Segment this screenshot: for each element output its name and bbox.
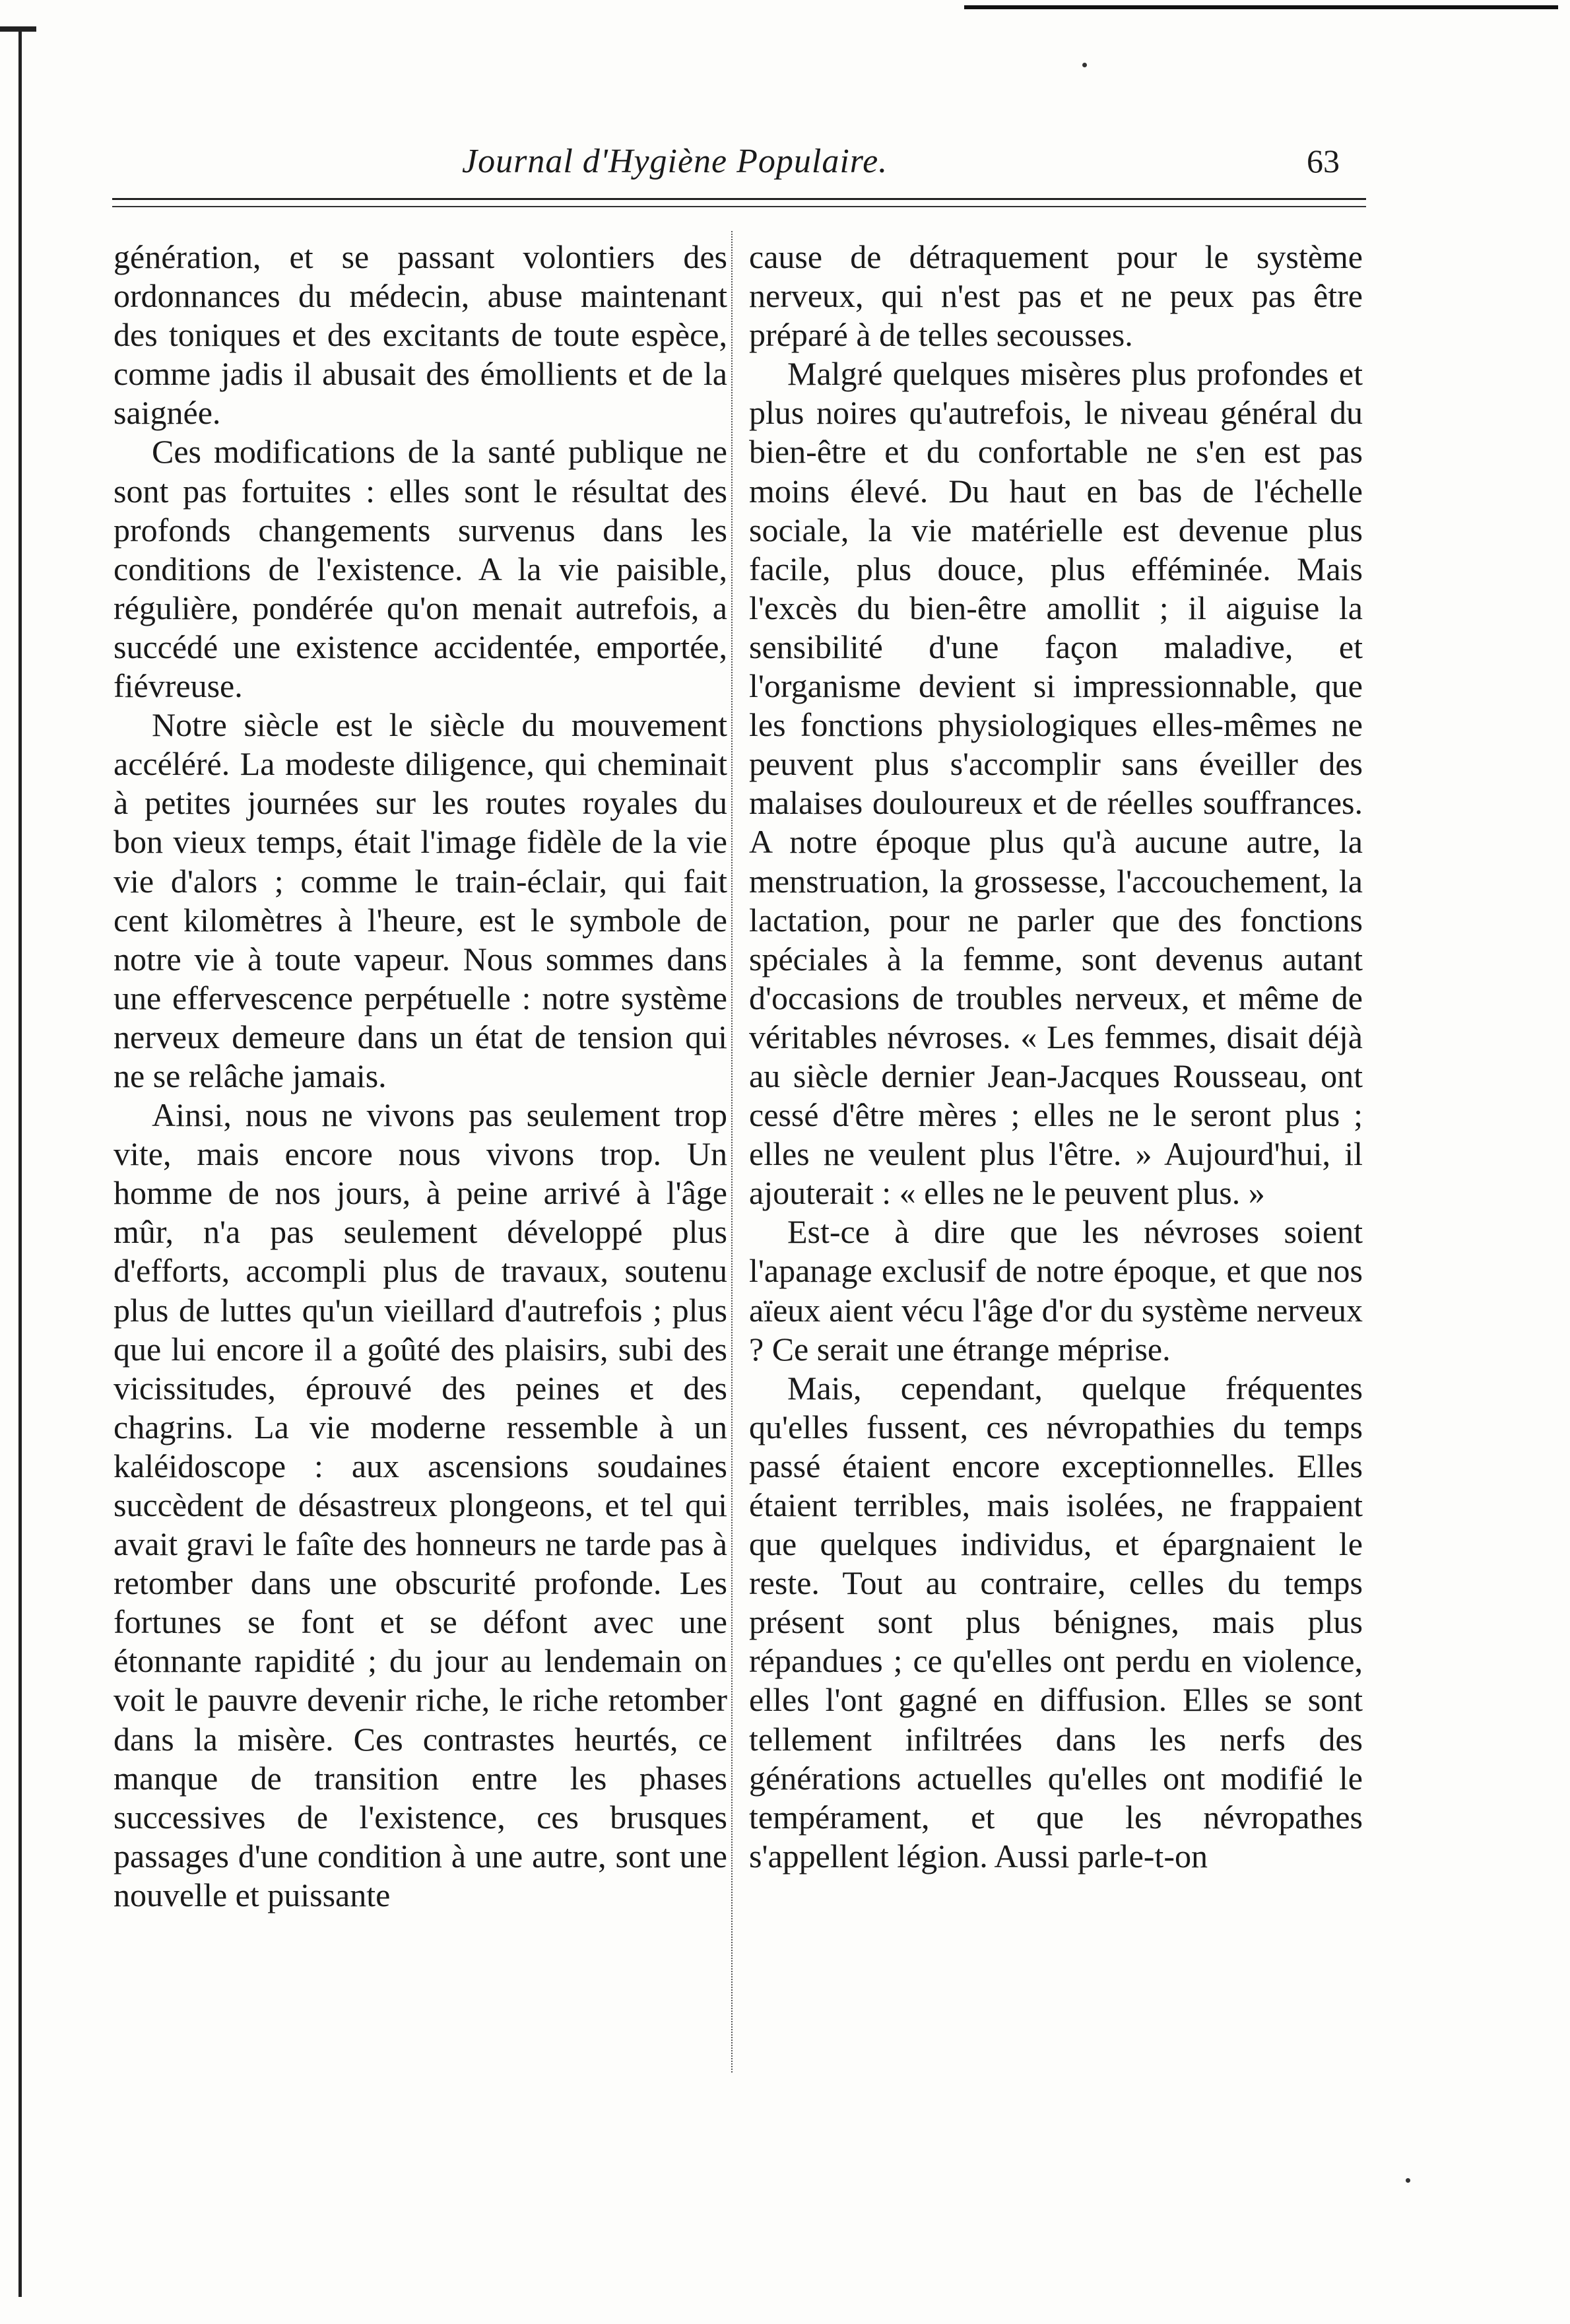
paragraph: Ces modifications de la santé publique ne sont pas fortuites : elles sont le résultat des profonds changements survenus dans les conditions de l'existence. A la vie paisible, régulière, pondérée qu'on menait autrefois, a succédé une existence accidentée, emportée, fiévreuse. <box>114 433 727 705</box>
paragraph: Notre siècle est le siècle du mouvement accéléré. La modeste diligence, qui cheminait à petites journées sur les routes royales du bon vieux temps, était l'image fidèle de la vie vie d'alors ; comme le train-éclair, qui fait cent kilomètres à l'heure, est le symbole de notre vie à toute vapeur. Nous sommes dans une effervescence perpétuelle : notre système nerveux demeure dans un état de tension qui ne se relâche jamais. <box>114 706 727 1094</box>
left-column <box>114 238 727 1915</box>
print-speck <box>1082 63 1087 67</box>
paragraph: cause de détraquement pour le système nerveux, qui n'est pas et ne peux pas être préparé à de telles secousses. <box>749 238 1363 354</box>
column-divider <box>731 231 733 2073</box>
right-column <box>749 238 1363 1876</box>
paragraph: Malgré quelques misères plus profondes et plus noires qu'autrefois, le niveau général du bien-être et du confortable ne s'en est pas moins élevé. Du haut en bas de l'échelle sociale, la vie matérielle est devenue plus facile, plus douce, plus efféminée. Mais l'excès du bien-être amollit ; il aiguise la sensibilité d'une façon maladive, et l'organisme devient si impressionnable, que les fonctions physiologiques elles-mêmes ne peuvent plus s'accomplir sans éveiller des malaises douloureux et de réelles souffrances. A notre époque plus qu'à aucune autre, la menstruation, la grossesse, l'accouchement, la lactation, pour ne parler que des fonctions spéciales à la femme, sont devenus autant d'occasions de troubles nerveux, et même de véritables névroses. « Les femmes, disait déjà au siècle dernier Jean-Jacques Rousseau, ont cessé d'être mères ; elles ne le seront plus ; elles ne veulent plus l'être. » Aujourd'hui, il ajouterait : « elles ne le peuvent plus. » <box>749 355 1363 1212</box>
print-speck <box>1406 2178 1410 2183</box>
paragraph: Mais, cependant, quelque fréquentes qu'elles fussent, ces névropathies du temps passé étaient encore exceptionnelles. Elles étaient terribles, mais isolées, ne frappaient que quelques individus, et épargnaient le reste. Tout au contraire, celles du temps présent sont plus bénignes, mais plus répandues ; ce qu'elles ont perdu en violence, elles l'ont gagné en diffusion. Elles se sont tellement infiltrées dans les nerfs des générations actuelles qu'elles ont modifié le tempérament, et que les névropathes s'appellent légion. Aussi parle-t-on <box>749 1369 1363 1875</box>
running-header <box>112 142 1379 182</box>
paragraph: Est-ce à dire que les névroses soient l'apanage exclusif de notre époque, et que nos aïeux aient vécu l'âge d'or du système nerveux ? Ce serait une étrange méprise. <box>749 1213 1363 1368</box>
binding-edge-tick <box>0 26 36 32</box>
header-rule-thin <box>112 206 1366 207</box>
header-rule <box>112 198 1366 200</box>
page-number: 63 <box>1307 143 1340 180</box>
binding-edge-line <box>18 26 22 2297</box>
top-edge-rule <box>964 5 1558 9</box>
paragraph: génération, et se passant volontiers des ordonnances du médecin, abuse maintenant des toniques et des excitants de toute espèce, comme jadis il abusait des émollients et de la saignée. <box>114 238 727 432</box>
paragraph: Ainsi, nous ne vivons pas seulement trop vite, mais encore nous vivons trop. Un homme de nos jours, à peine arrivé à l'âge mûr, n'a pas seulement développé plus d'efforts, accompli plus de travaux, soutenu plus de luttes qu'un vieillard d'autrefois ; plus que lui encore il a goûté des plaisirs, subi des vicissitudes, éprouvé des peines et des chagrins. La vie moderne ressemble à un kaléidoscope : aux ascensions soudaines succèdent de désastreux plongeons, et tel qui avait gravi le faîte des honneurs ne tarde pas à retomber dans une obscurité profonde. Les fortunes se font et se défont avec une étonnante rapidité ; du jour au lendemain on voit le pauvre devenir riche, le riche retomber dans la misère. Ces contrastes heurtés, ce manque de transition entre les phases successives de l'existence, ces brusques passages d'une condition à une autre, sont une nouvelle et puissante <box>114 1096 727 1913</box>
journal-title: Journal d'Hygiène Populaire. <box>462 143 888 180</box>
